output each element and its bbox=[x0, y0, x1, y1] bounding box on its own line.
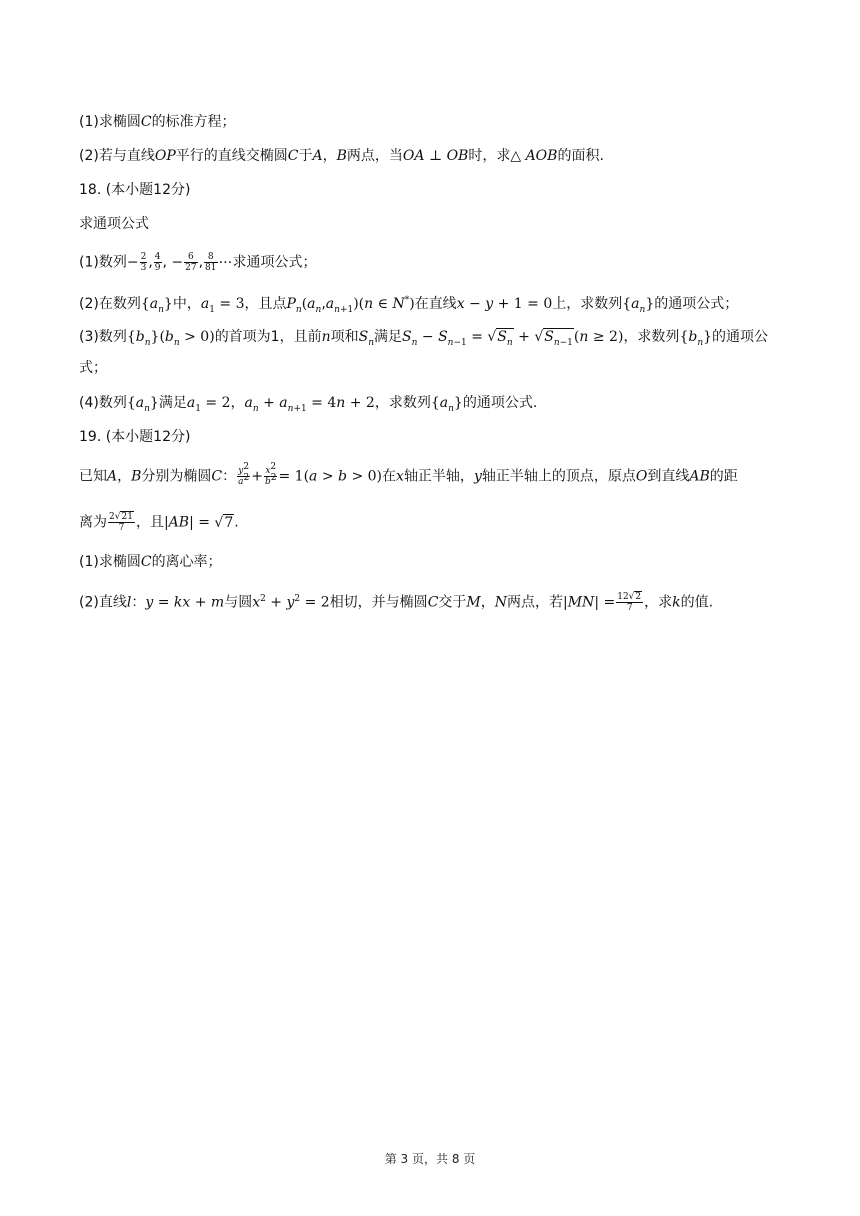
page-footer: 第 3 页，共 8 页 bbox=[384, 1152, 476, 1166]
question-19-header: 19. (本小题12分) bbox=[79, 429, 191, 445]
question-part-1: (1)求椭圆C的标准方程； bbox=[79, 114, 236, 130]
question-18-intro: 求通项公式 bbox=[79, 216, 149, 232]
question-18-header: 18. (本小题12分) bbox=[79, 182, 191, 198]
question-19-part-2: (2)直线l：y = kx + m与圆$x^2 + y^2 = 2$相切，并与椭圆C交于M，N两点，若|MN| = $\frac{12√2}{7}$ ，求k的值. bbox=[79, 592, 714, 613]
question-18-part-2: (2)在数列$\{a_n\}$中，$a_1 = 3$，且点$P_n(a_n,a_{n+1})(n$ ∈ N*)在直线x − y + 1 = 0上，求数列$\{a_n\}$的通项公式； bbox=[79, 295, 739, 315]
question-18-part-3-cont: 式； bbox=[79, 360, 107, 376]
question-19-intro-line-2: 离为 $\frac{2√21}{7}$ ，且|AB| = √7. bbox=[79, 512, 239, 533]
question-19-intro-line-1: 已知A，B分别为椭圆C： $\frac{y^2}{a^2}$ + $\frac{x^2}{b^2}$ = 1(a > b > 0)在x轴正半轴，y轴正半轴上的顶点，原点O到直线AB的距 bbox=[79, 462, 738, 487]
question-19-part-1: (1)求椭圆C的离心率； bbox=[79, 554, 222, 570]
question-18-part-1: (1)数列− $\frac{2}{3}$ , $\frac{4}{9}$ , − $\frac{6}{27}$ , $\frac{8}{81}$ ⋯求通项公式； bbox=[79, 252, 317, 273]
question-18-part-3: (3)数列$\{b_n\}(b_n > 0)$的首项为1，且前n项和$S_n$满足$S_n - S_{n-1} = √S_n + √S_{n-1}(n \ge 2)$，求数列$\{b_n\}$的通项公 bbox=[79, 329, 769, 348]
question-18-part-4: (4)数列$\{a_n\}$满足$a_1 = 2$，$a_n + a_{n+1} = 4n + 2$，求数列$\{a_n\}$的通项公式. bbox=[79, 395, 538, 414]
question-part-2: (2)若与直线OP平行的直线交椭圆C于A，B两点，当OA ⊥ OB时，求△ AOB的面积. bbox=[79, 148, 604, 164]
